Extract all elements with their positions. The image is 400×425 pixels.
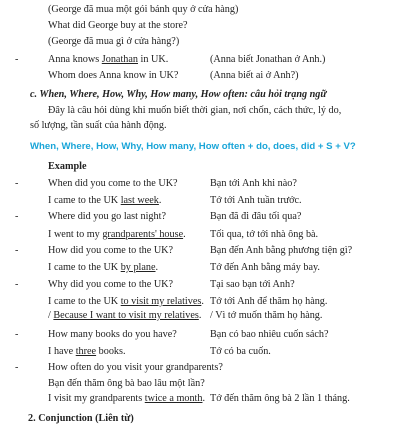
description-line: số lượng, tần suất của hành động. (30, 120, 167, 131)
example-answer: I came to the UK last week. (48, 195, 162, 206)
example-translation: Tớ tới Anh tuần trước. (210, 195, 302, 206)
text-line: (Anna biết ai ở Anh?) (210, 70, 299, 81)
text-line: (George đã mua gì ở cửa hàng?) (48, 36, 180, 47)
example-translation: Bạn có bao nhiêu cuốn sách? (210, 329, 329, 340)
bullet-dash: - (15, 279, 19, 290)
example-question: When did you come to the UK? (48, 178, 178, 189)
text-line: (George đã mua một gói bánh quy ở cửa hàng) (48, 4, 239, 15)
example-translation: Bạn đến thăm ông bà bao lâu một lần? (48, 378, 205, 389)
bullet-dash: - (15, 245, 19, 256)
example-answer: I visit my grandparents twice a month. (48, 393, 206, 404)
bullet-dash: - (15, 54, 19, 65)
example-translation: Tớ đến thăm ông bà 2 lần 1 tháng. (210, 393, 350, 404)
formula-line: When, Where, How, Why, How many, How often + do, does, did + S + V? (30, 141, 356, 152)
example-question: Where did you go last night? (48, 211, 166, 222)
bullet-dash: - (15, 329, 19, 340)
example-translation: Tại sao bạn tới Anh? (210, 279, 295, 290)
example-answer: / Because I want to visit my relatives. (48, 310, 202, 321)
example-translation: / Vì tớ muốn thăm họ hàng. (210, 310, 323, 321)
example-answer: I went to my grandparents' house. (48, 229, 186, 240)
bullet-dash: - (15, 178, 19, 189)
bullet-dash: - (15, 362, 19, 373)
example-translation: Tớ tới Anh để thăm họ hàng. (210, 296, 328, 307)
example-question: How often do you visit your grandparents? (48, 362, 223, 373)
example-label: Example (48, 161, 87, 172)
text-line: Whom does Anna know in UK? (48, 70, 179, 81)
example-translation: Bạn đã đi đâu tối qua? (210, 211, 302, 222)
description-line: Đây là câu hỏi dùng khi muốn biết thời gian, nơi chốn, cách thức, lý do, (48, 105, 342, 116)
example-answer: I came to the UK by plane. (48, 262, 159, 273)
example-question: Why did you come to the UK? (48, 279, 174, 290)
example-translation: Bạn tới Anh khi nào? (210, 178, 297, 189)
example-answer: I have three books. (48, 346, 126, 357)
text-line: What did George buy at the store? (48, 20, 188, 31)
section-heading: 2. Conjunction (Liên từ) (28, 413, 134, 424)
example-answer: I came to the UK to visit my relatives. (48, 296, 204, 307)
section-heading: c. When, Where, How, Why, How many, How often: câu hỏi trạng ngữ (30, 89, 327, 100)
example-question: How many books do you have? (48, 329, 177, 340)
example-translation: Bạn đến Anh bằng phương tiện gì? (210, 245, 353, 256)
example-translation: Tớ có ba cuốn. (210, 346, 271, 357)
text-line: (Anna biết Jonathan ở Anh.) (210, 54, 326, 65)
bullet-dash: - (15, 211, 19, 222)
example-question: How did you come to the UK? (48, 245, 174, 256)
example-translation: Tớ đến Anh bằng máy bay. (210, 262, 320, 273)
text-line: Anna knows Jonathan in UK. (48, 54, 169, 65)
example-translation: Tối qua, tớ tới nhà ông bà. (210, 229, 319, 240)
